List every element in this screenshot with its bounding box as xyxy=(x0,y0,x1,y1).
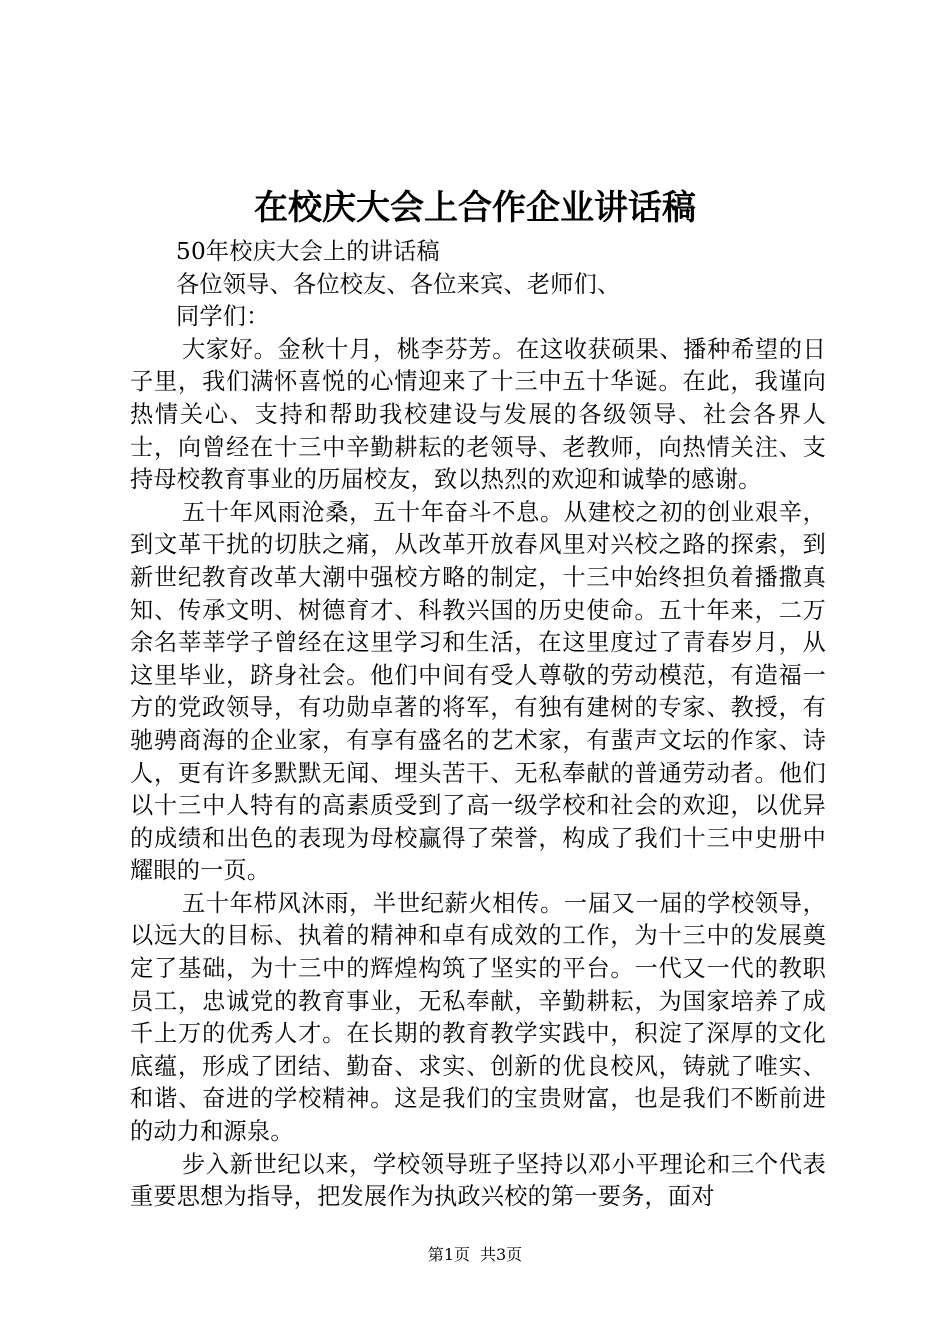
paragraph-tradition: 五十年栉风沐雨，半世纪薪火相传。一届又一届的学校领导，以远大的目标、执着的精神和卓有成效的工作，为十三中的发展奠定了基础，为十三中的辉煌构筑了坚实的平台。一代又一代的教职员工，忠诚党的教育事业，无私奉献，辛勤耕耘，为国家培养了成千上万的优秀人才。在长期的教育教学实践中，积淀了深厚的文化底蕴，形成了团结、勤奋、求实、创新的优良校风，铸就了唯实、和谐、奋进的学校精神。这是我们的宝贵财富，也是我们不断前进的动力和源泉。 xyxy=(130,889,826,1146)
page-footer xyxy=(0,1244,950,1266)
paragraph-history: 五十年风雨沧桑，五十年奋斗不息。从建校之初的创业艰辛，到文革干扰的切肤之痛，从改革开放春风里对兴校之路的探索，到新世纪教育改革大潮中强校方略的制定，十三中始终担负着播撒真知、传承文明、树德育才、科教兴国的历史使命。五十年来，二万余名莘莘学子曾经在这里学习和生活，在这里度过了青春岁月，从这里毕业，跻身社会。他们中间有受人尊敬的劳动模范，有造福一方的党政领导，有功勋卓著的将军，有独有建树的专家、教授，有驰骋商海的企业家，有享有盛名的艺术家，有蜚声文坛的作家、诗人，更有许多默默无闻、埋头苦干、无私奉献的普通劳动者。他们以十三中人特有的高素质受到了高一级学校和社会的欢迎，以优异的成绩和出色的表现为母校赢得了荣誉，构成了我们十三中史册中耀眼的一页。 xyxy=(130,498,826,885)
document-title: 在校庆大会上合作企业讲话稿 xyxy=(254,188,696,228)
salutation-line-2: 同学们： xyxy=(176,303,270,331)
document-body xyxy=(130,236,826,1214)
page-number: 第1页 xyxy=(427,1245,470,1264)
paragraph-new-century: 步入新世纪以来，学校领导班子坚持以邓小平理论和三个代表重要思想为指导，把发展作为执政兴校的第一要务，面对 xyxy=(130,1150,826,1211)
page-total: 共3页 xyxy=(480,1245,523,1264)
paragraph-greeting: 大家好。金秋十月，桃李芬芳。在这收获硕果、播种希望的日子里，我们满怀喜悦的心情迎来了十三中五十华诞。在此，我谨向热情关心、支持和帮助我校建设与发展的各级领导、社会各界人士，向曾经在十三中辛勤耕耘的老领导、老教师，向热情关注、支持母校教育事业的历届校友，致以热烈的欢迎和诚挚的感谢。 xyxy=(130,335,826,494)
speech-subtitle: 50年校庆大会上的讲话稿 xyxy=(176,238,440,265)
salutation-line-1: 各位领导、各位校友、各位来宾、老师们、 xyxy=(176,270,621,298)
